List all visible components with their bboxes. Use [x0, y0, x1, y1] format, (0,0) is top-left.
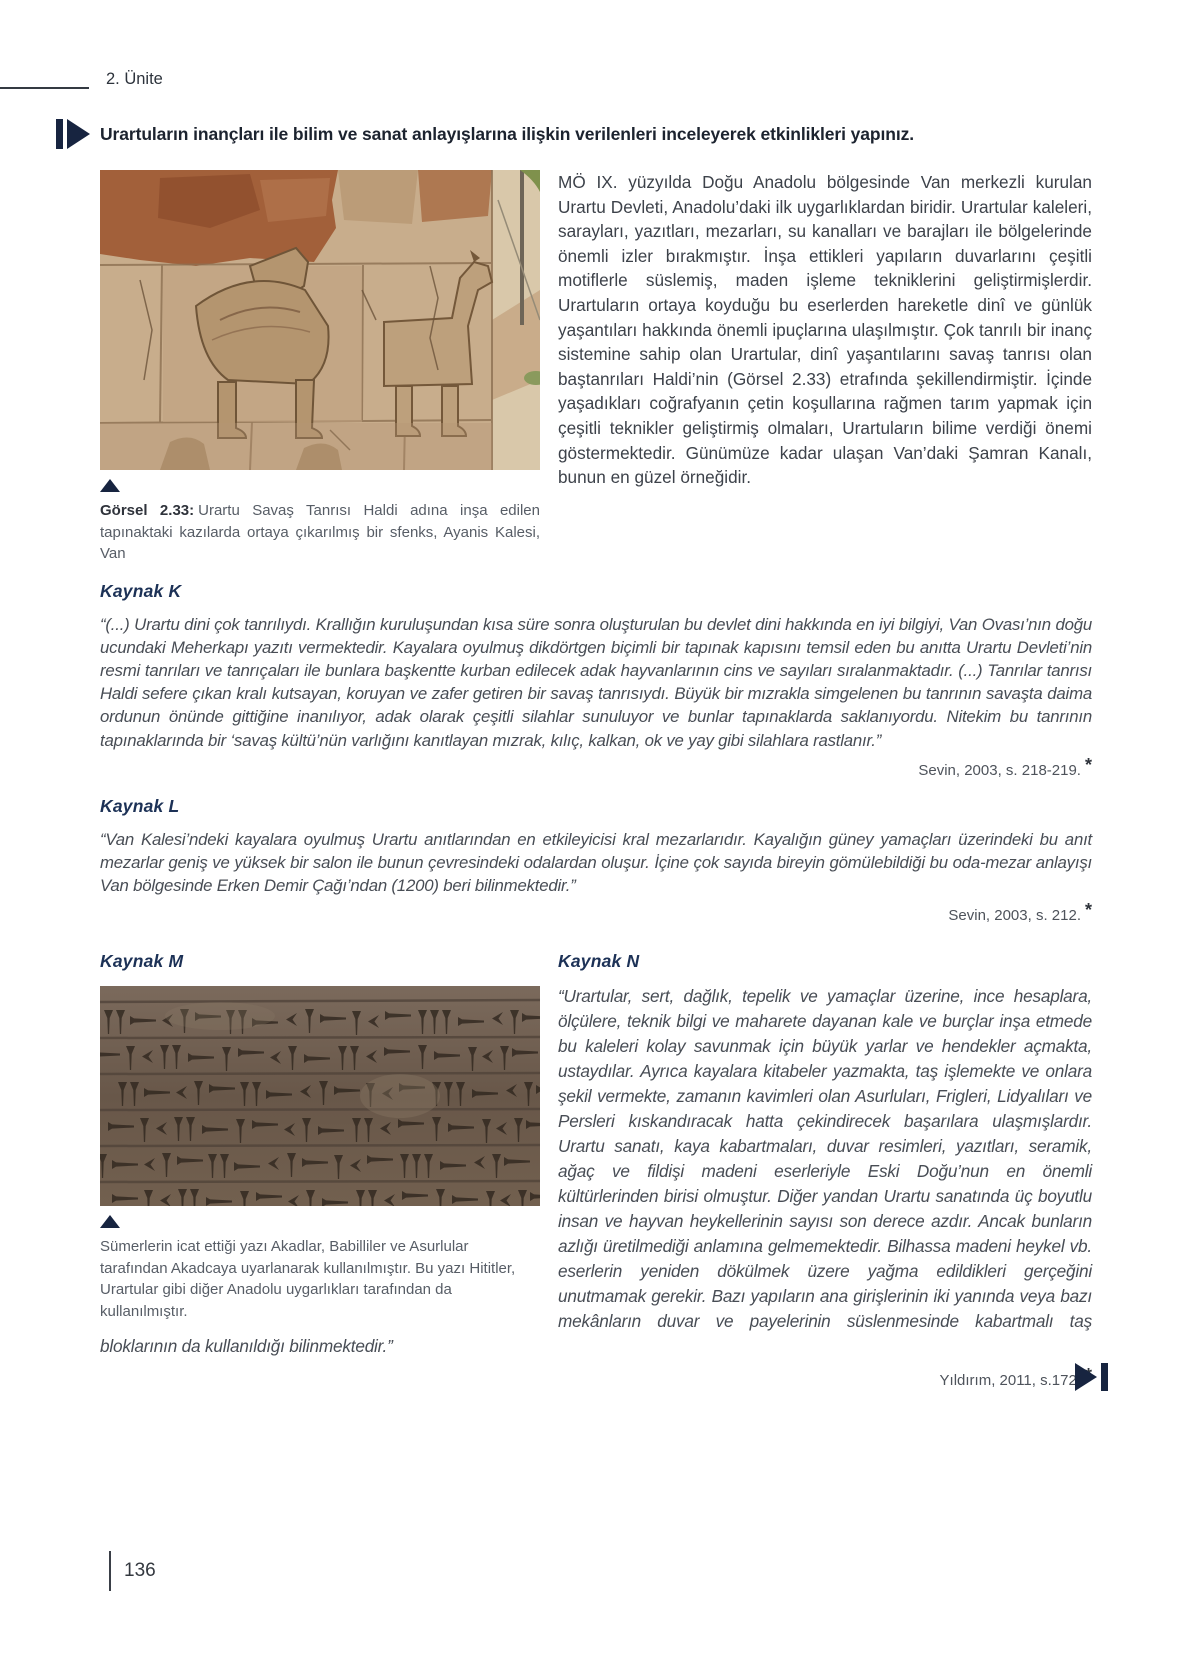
source-k-title: Kaynak K	[100, 580, 182, 601]
figure-2-33-block	[100, 170, 540, 565]
end-arrow-icon	[1075, 1363, 1108, 1391]
activity-prompt	[100, 118, 1092, 150]
page-number: 136	[124, 1560, 156, 1581]
figure-caption	[100, 500, 540, 565]
intro-section	[100, 170, 1092, 565]
page-number-block	[109, 1551, 156, 1591]
unit-label: 2. Ünite	[106, 70, 163, 88]
figure-caption-label: Görsel 2.33:	[100, 502, 195, 519]
footnote-asterisk: *	[1084, 754, 1092, 775]
prompt-arrow-icon	[56, 119, 90, 149]
footnote-asterisk: *	[1084, 1365, 1092, 1386]
figure-caption-text: Urartu Savaş Tanrısı Haldi adına inşa edilen tapınaktaki kazılarda ortaya çıkarılmış bir sfenks, Ayanis Kalesi, Van	[100, 502, 540, 562]
source-n-title: Kaynak N	[558, 951, 640, 972]
source-l-citation: Sevin, 2003, s. 212. *	[948, 900, 1092, 925]
source-m-block	[100, 951, 540, 1322]
figure-marker-icon	[100, 479, 120, 492]
source-m-n-section	[100, 951, 1092, 1390]
page-content	[100, 118, 1092, 1390]
source-m-title: Kaynak M	[100, 951, 184, 972]
footnote-asterisk: *	[1084, 900, 1092, 921]
source-m-caption: Sümerlerin icat ettiği yazı Akadlar, Babilliler ve Asurlular tarafından Akadcaya uyarlanarak kullanılmıştır. Bu yazı Hititler, Urartular gibi diğer Anadolu uygarlıkları tarafından da kullanılmıştır.	[100, 1238, 516, 1320]
figure-marker-icon	[100, 1215, 120, 1228]
source-k-citation: Sevin, 2003, s. 218-219. *	[918, 754, 1092, 779]
source-l-text: “Van Kalesi’ndeki kayalara oyulmuş Urartu anıtlarından en etkileyicisi kral mezarlarıdır. Kayalığın güney yamaçları üzerindeki bu anıt mezarlar geniş ve yüksek bir salon ile bunun çevresindeki odalardan oluşur. İçine çok sayıda bireyin gömülebildiği bu oda-mezar anlayışı Van bölgesinde Erken Demir Çağı’ndan (1200) beri bilinmektedir.”	[100, 829, 1092, 896]
intro-paragraph: MÖ IX. yüzyılda Doğu Anadolu bölgesinde Van merkezli kurulan Urartu Devleti, Anadolu’daki ilk uygarlıklardan biridir. Urartular kaleleri, sarayları, yazıtları, mezarları, su kanalları ve barajları ile bölgelerinde önemli izler bırakmıştır. İnşa ettikleri yapıların duvarlarını çeşitli motiflerle süslemiş, maden işleme tekniklerini geliştirmişlerdir. Urartuların ortaya koyduğu bu eserlerden hareketle dinî ve günlük yaşantıları hakkında önemli ipuçlarına ulaşılmıştır. Çok tanrılı bir inanç sistemine sahip olan Urartular, dinî yaşantılarını savaş tanrısı olan baştanrıları Haldi’nin (Görsel 2.33) etrafında şekillendirmiştir. İçinde yaşadıkları coğrafyanın çetin koşullarına rağmen tarım yapmak için çeşitli teknikler geliştirmiş olmaları, Urartuların bilime verdiği önemi göstermektedir. Günümüze kadar ulaşan Van’daki Şamran Kanalı, bunun en güzel örneğidir.	[558, 172, 1092, 488]
source-k-text: “(...) Urartu dini çok tanrılıydı. Krallığın kuruluşundan kısa süre sonra oluşturulan bu devlet dini hakkında en iyi bilgiyi, Van Ovası’nın doğu ucundaki Meherkapı yazıtı vermektedir. Kayalara oyulmuş dikdörtgen biçimli bir tapınak kapısını temsil eden bu anıtta Urartu Devleti’nin resmi tanrıları ve tanrıçaları ile bunlara başkentte kurban edilecek adak hayvanlarının cins ve sayıları sıralanmaktadır. (...) Tanrılar tanrısı Haldi sefere çıkan kralı kutsayan, koruyan ve zafer getiren bir savaş tanrısıydı. Büyük bir mızrakla simgelenen bu tanrının savaşta daima ordunun önünde gittiğine inanılıyor, adak olarak çeşitli silahlar sunuluyor ve bunlar tapınaklarda saklanıyordu. Nitekim bu tanrının tapınaklarında bir ‘savaş kültü’nün varlığını kanıtlayan mızrak, kılıç, kalkan, ok ve yay gibi silahlara rastlanır.”	[100, 614, 1092, 750]
source-l-title: Kaynak L	[100, 795, 180, 816]
unit-header-rule	[0, 87, 89, 89]
source-n-text: “Urartular, sert, dağlık, tepelik ve yamaçlar üzerine, ince hesaplara, ölçülere, teknik bilgi ve maharete dayanan kale ve burçlar inşa etmede bu kaleleri kolay savunmak için büyük yarlar ve hendekler açmakta, ustaydılar. Ayrıca kayalara kitabeler yazmakta, taş işlemekte ve onlara şekil vermekte, zamanın kavimleri olan Asurluları, Frigleri, Lidyalıları ve Persleri kıskandıracak hatta çekindirecek başarılara ulaşmışlardır. Urartu sanatı, kaya kabartmaları, duvar resimleri, yazıtları, seramik, ağaç ve fildişi madeni eserleriyle Eski Doğu’nun en önemli kültürlerinden birisi olmuştur. Diğer yandan Urartu sanatında üç boyutlu insan ve hayvan heykellerinin sayısı son derece azdır. Ancak bunların azlığı üretilmediği anlamına gelmemektedir. Bilhassa madeni heykel vb. eserlerin yeniden dökülmek üzere yağma edildikleri gerçeğini unutmamak gerekir. Bazı yapıların ana girişlerinin iki yanında veya bazı mekânların duvar ve payelerinin süslenmesinde kabartmalı taş bloklarının da kullanıldığı bilinmektedir.”	[100, 986, 1092, 1357]
urartu-sphinx-photo	[100, 170, 540, 470]
activity-heading: Urartuların inançları ile bilim ve sanat anlayışlarına ilişkin verilenleri inceleyerek etkinlikleri yapınız.	[100, 123, 915, 144]
cuneiform-inscription-photo	[100, 986, 540, 1206]
source-n-citation: Yıldırım, 2011, s.172. *	[100, 1369, 1092, 1390]
